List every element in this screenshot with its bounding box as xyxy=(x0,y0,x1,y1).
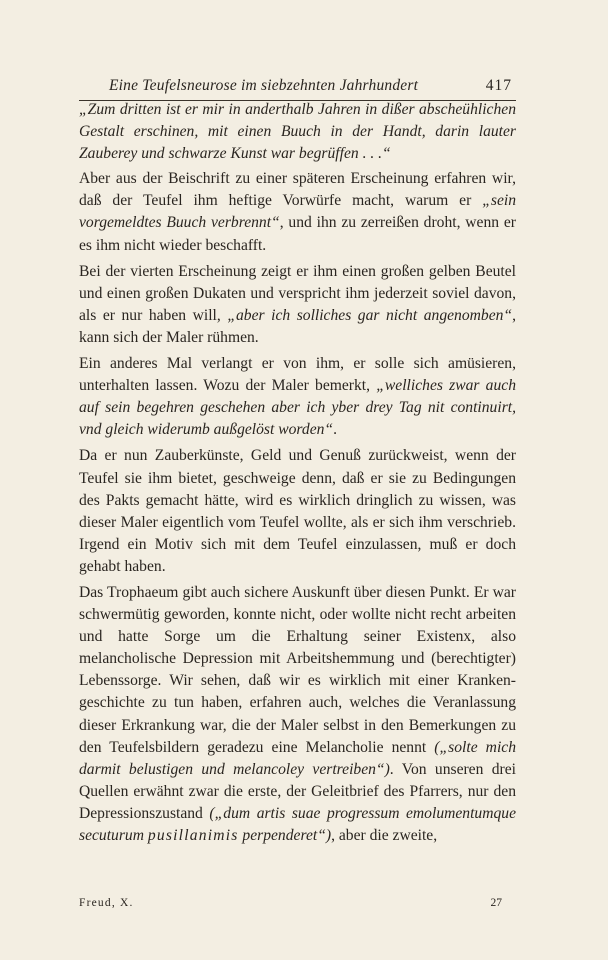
text-run: . Von unseren drei Quellen erwähnt zwar die erste, der Geleitbrief des Pfarrers, nur den Depressionszustand xyxy=(79,760,516,822)
signature-number: 27 xyxy=(490,897,502,909)
text-run: Da er nun Zauberkünste, Geld und Genuß zurückweist, wenn der Teufel sie ihm bietet, geschweige denn, daß er sie zu Bedingungen des Pakts gemacht hätte, wird es wirklich dringlich zu wissen, was dieser Maler eigentlich vom Teufel wollte, als er sich ihm verschrieb. Irgend ein Motiv sich mit dem Teufel einzulassen, muß er doch gehabt haben. xyxy=(79,447,516,575)
text-run: Aber aus der Beischrift zu einer späteren Erscheinung erfahren wir, daß der Teufel ihm heftige Vorwürfe macht, warum er xyxy=(79,170,516,210)
running-title: Eine Teufelsneurose im siebzehnten Jahrhundert xyxy=(109,77,419,94)
text-run: , und ihn zu zerreißen droht, wenn er es ihm nicht wieder beschafft. xyxy=(79,214,516,254)
text-run: , kann sich der Maler rühmen. xyxy=(79,306,516,346)
paragraph xyxy=(79,168,516,256)
italic-spaced-word: pusillanimis xyxy=(147,827,239,844)
italic-quote: „aber ich solliches gar nicht angenomben“ xyxy=(227,306,513,324)
text-run: Ein anderes Mal verlangt er von ihm, er solle sich amüsieren, unterhalten lassen. Wozu der Maler bemerkt, xyxy=(79,355,516,395)
page-number: 417 xyxy=(485,77,512,94)
text-run: . xyxy=(333,421,338,439)
quote-text: „Zum dritten ist er mir in anderthalb Jahren in dißer abscheühlichen Gestalt erschinen, mit einen Buuch in der Handt, darin lauter Zauberey und schwarze Kunst war begrüffen . . .“ xyxy=(79,101,516,163)
text-run: Das Trophaeum gibt auch sichere Auskunft über diesen Punkt. Er war schwermütig geworden, konnte nicht, oder wollte nicht recht arbeiten und hatte Sorge um die Erhaltung seiner Existenx, also melancholische Depression mit Arbeitshemmung und (berechtigter) Lebenssorge. Wir sehen, daß wir es wirklich mit einer Krankengeschichte zu tun haben, erfahren auch, welches die Veranlassung dieser Erkrankung war, die der Maler selbst in den Bemerkungen zu den Teufelsbildern geradezu eine Melancholie nennt xyxy=(79,583,516,756)
italic-quote: („dum artis suae progressum emolumentumque secuturum xyxy=(79,804,516,844)
italic-quote: („solte mich darmit belustigen und melancoley vertreiben“) xyxy=(79,738,516,778)
page-footer xyxy=(79,897,516,915)
text-run: , aber die zweite, xyxy=(331,827,438,844)
italic-quote: „welliches zwar auch auf sein begehren geschehen aber ich yber drey Tag nit continuirt, vnd gleich widerumb außgelöst worden“ xyxy=(79,377,516,439)
paragraph xyxy=(79,445,516,578)
text-run: Bei der vierten Erscheinung zeigt er ihm einen großen gelben Beutel und einen großen Dukaten und verspricht ihm jederzeit soviel davon, als er nur haben will, xyxy=(79,262,516,324)
body-text xyxy=(79,99,516,851)
running-header xyxy=(79,76,516,101)
signature-mark: Freud, X. xyxy=(79,897,134,909)
paragraph xyxy=(79,261,516,349)
italic-quote: perpenderet“) xyxy=(238,827,332,844)
paragraph xyxy=(79,353,516,441)
italic-quote: „sein vorgemeldtes Buuch verbrennt“ xyxy=(79,192,516,232)
paragraph xyxy=(79,582,516,847)
paragraph-quote xyxy=(79,99,516,165)
